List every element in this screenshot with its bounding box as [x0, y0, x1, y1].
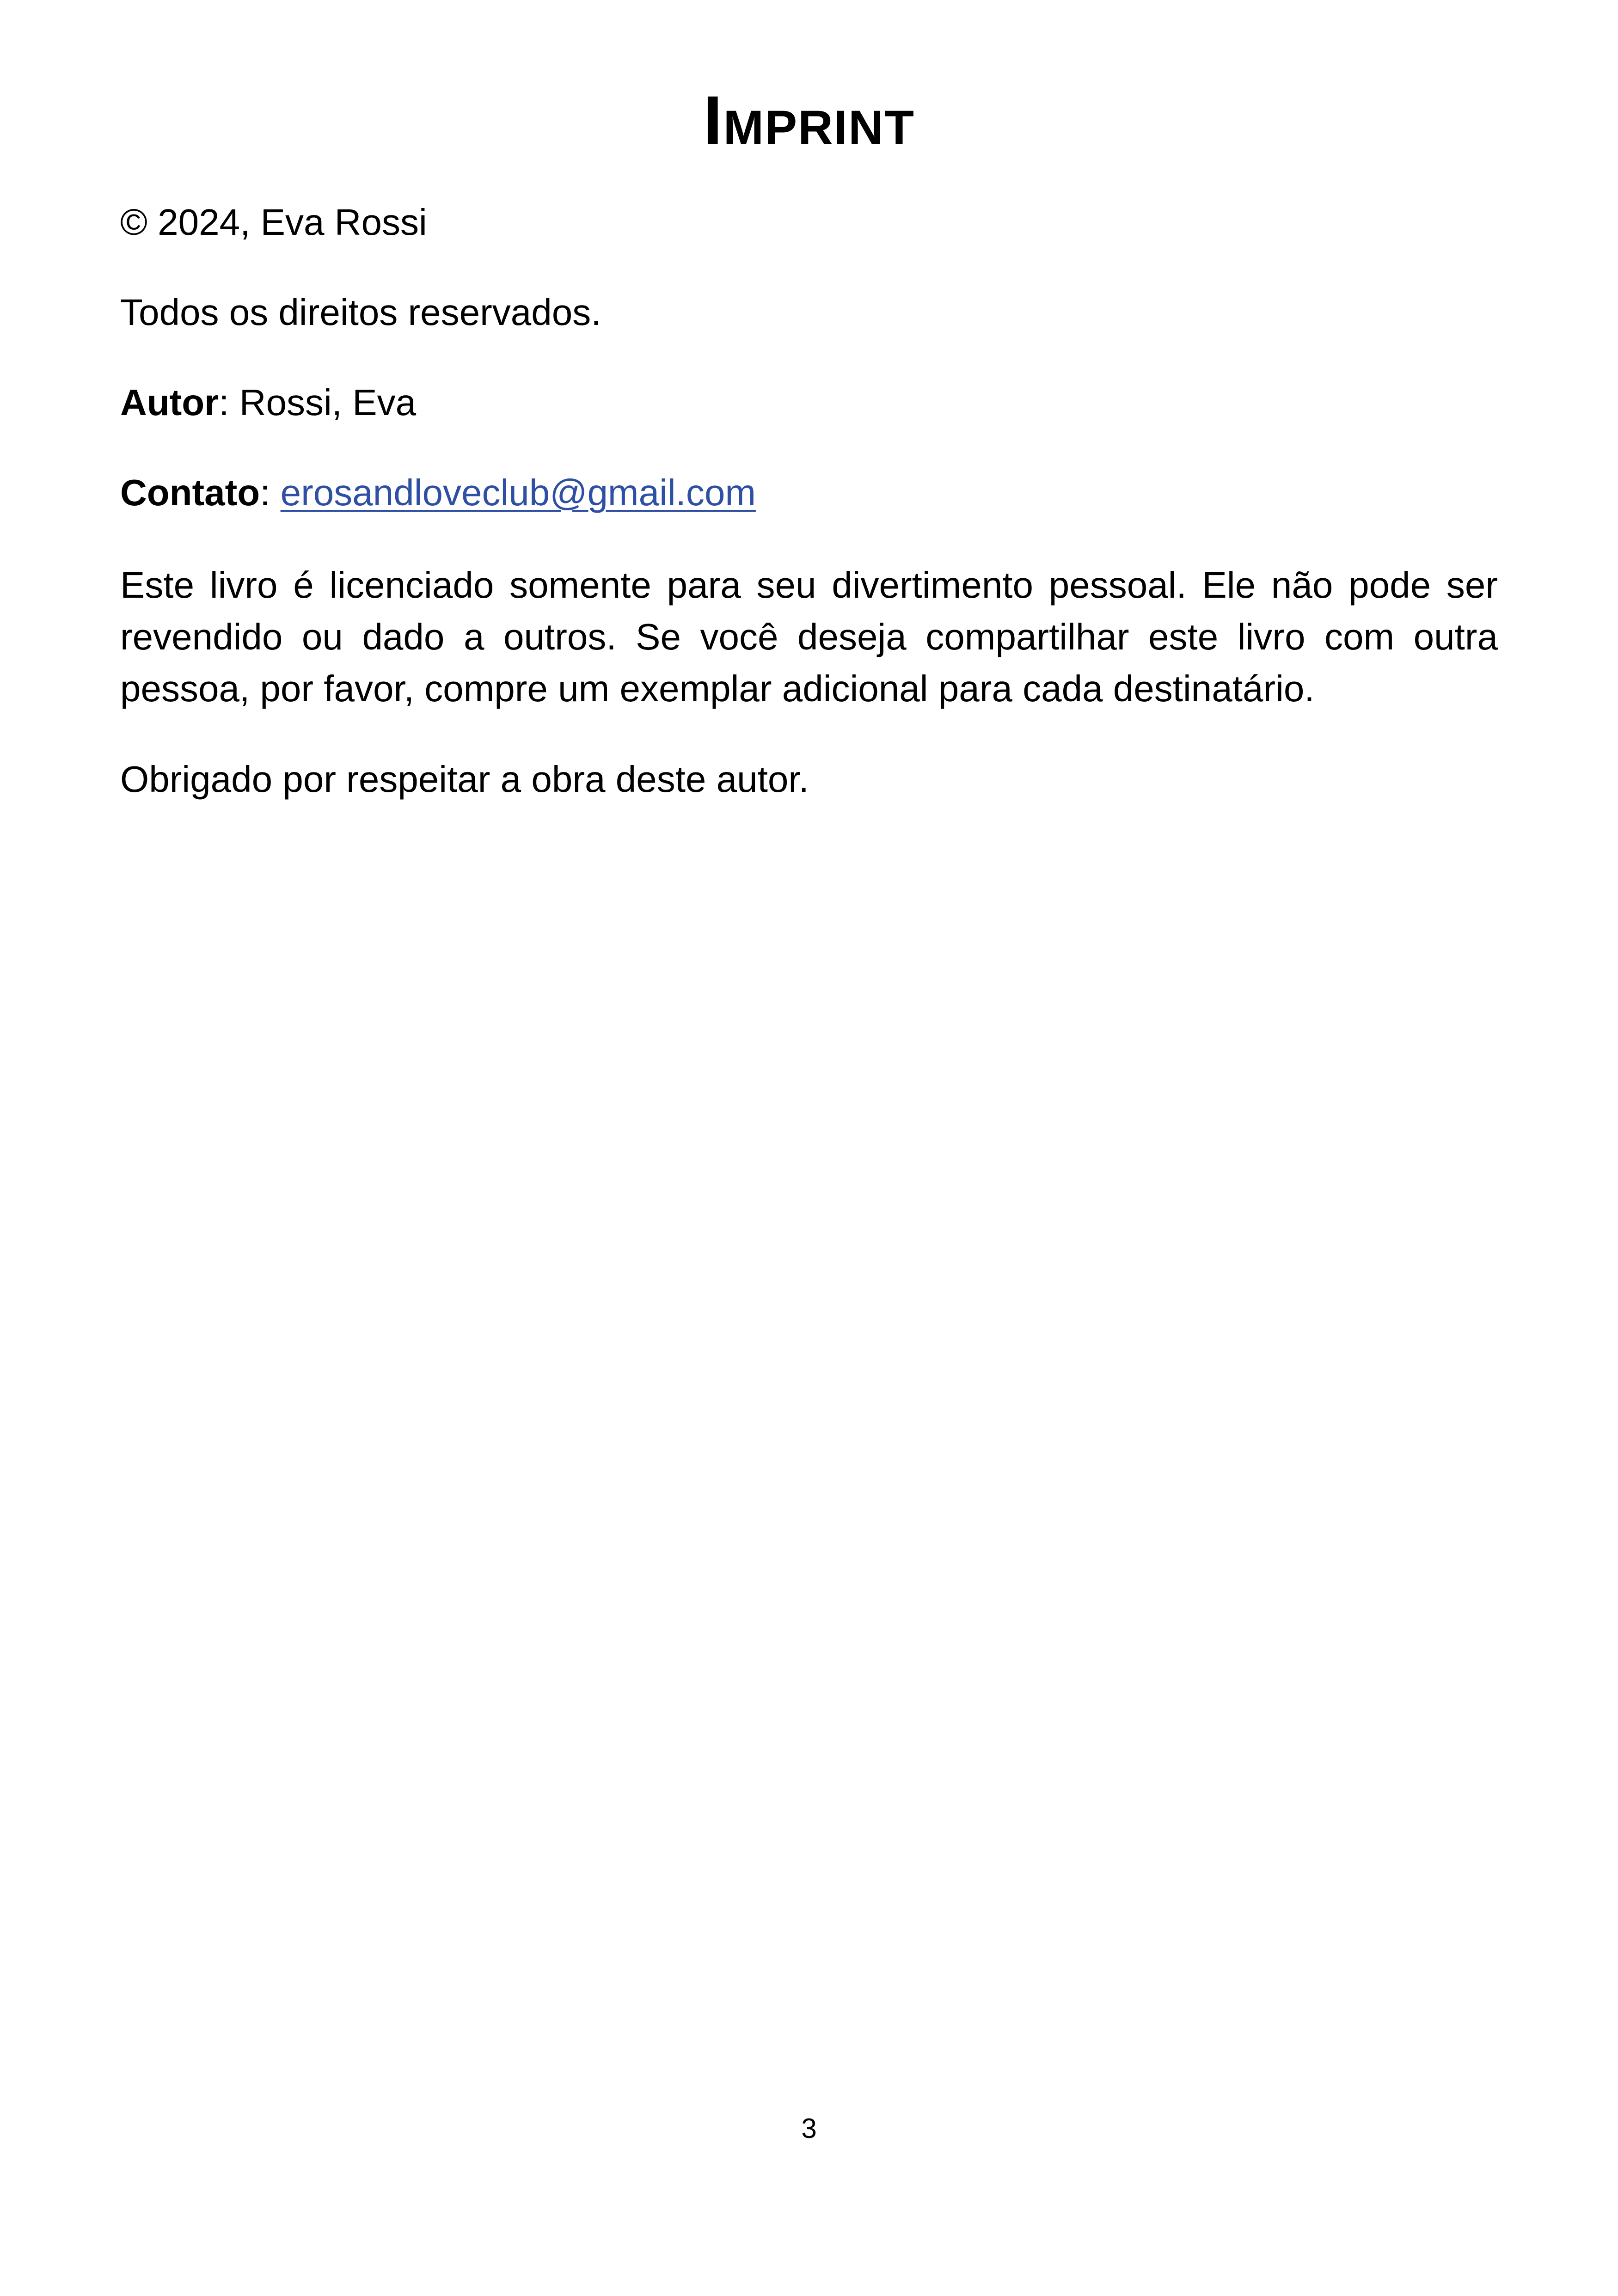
page-title-rest: mprint [723, 81, 915, 159]
rights-line: Todos os direitos reservados. [120, 292, 601, 333]
author-label: Autor [120, 382, 219, 423]
contact-line [120, 467, 1498, 519]
contact-separator: : [260, 472, 281, 513]
contact-email-link[interactable]: erosandloveclub@gmail.com [280, 472, 756, 513]
thanks-line: Obrigado por respeitar a obra deste autor. [120, 759, 809, 800]
page-title [0, 79, 1618, 162]
page-number: 3 [801, 2113, 817, 2144]
author-separator: : [219, 382, 239, 423]
page-title-initial: I [703, 81, 723, 159]
copyright-line: © 2024, Eva Rossi [120, 202, 427, 243]
contact-label: Contato [120, 472, 260, 513]
author-line [120, 377, 1498, 429]
license-paragraph: Este livro é licenciado somente para seu divertimento pessoal. Ele não pode ser revendido ou dado a outros. Se você deseja compartilhar este livro com outra pessoa, por favor, compre um exemplar adicional para cada destinatário. [120, 564, 1498, 709]
author-value: Rossi, Eva [239, 382, 417, 423]
